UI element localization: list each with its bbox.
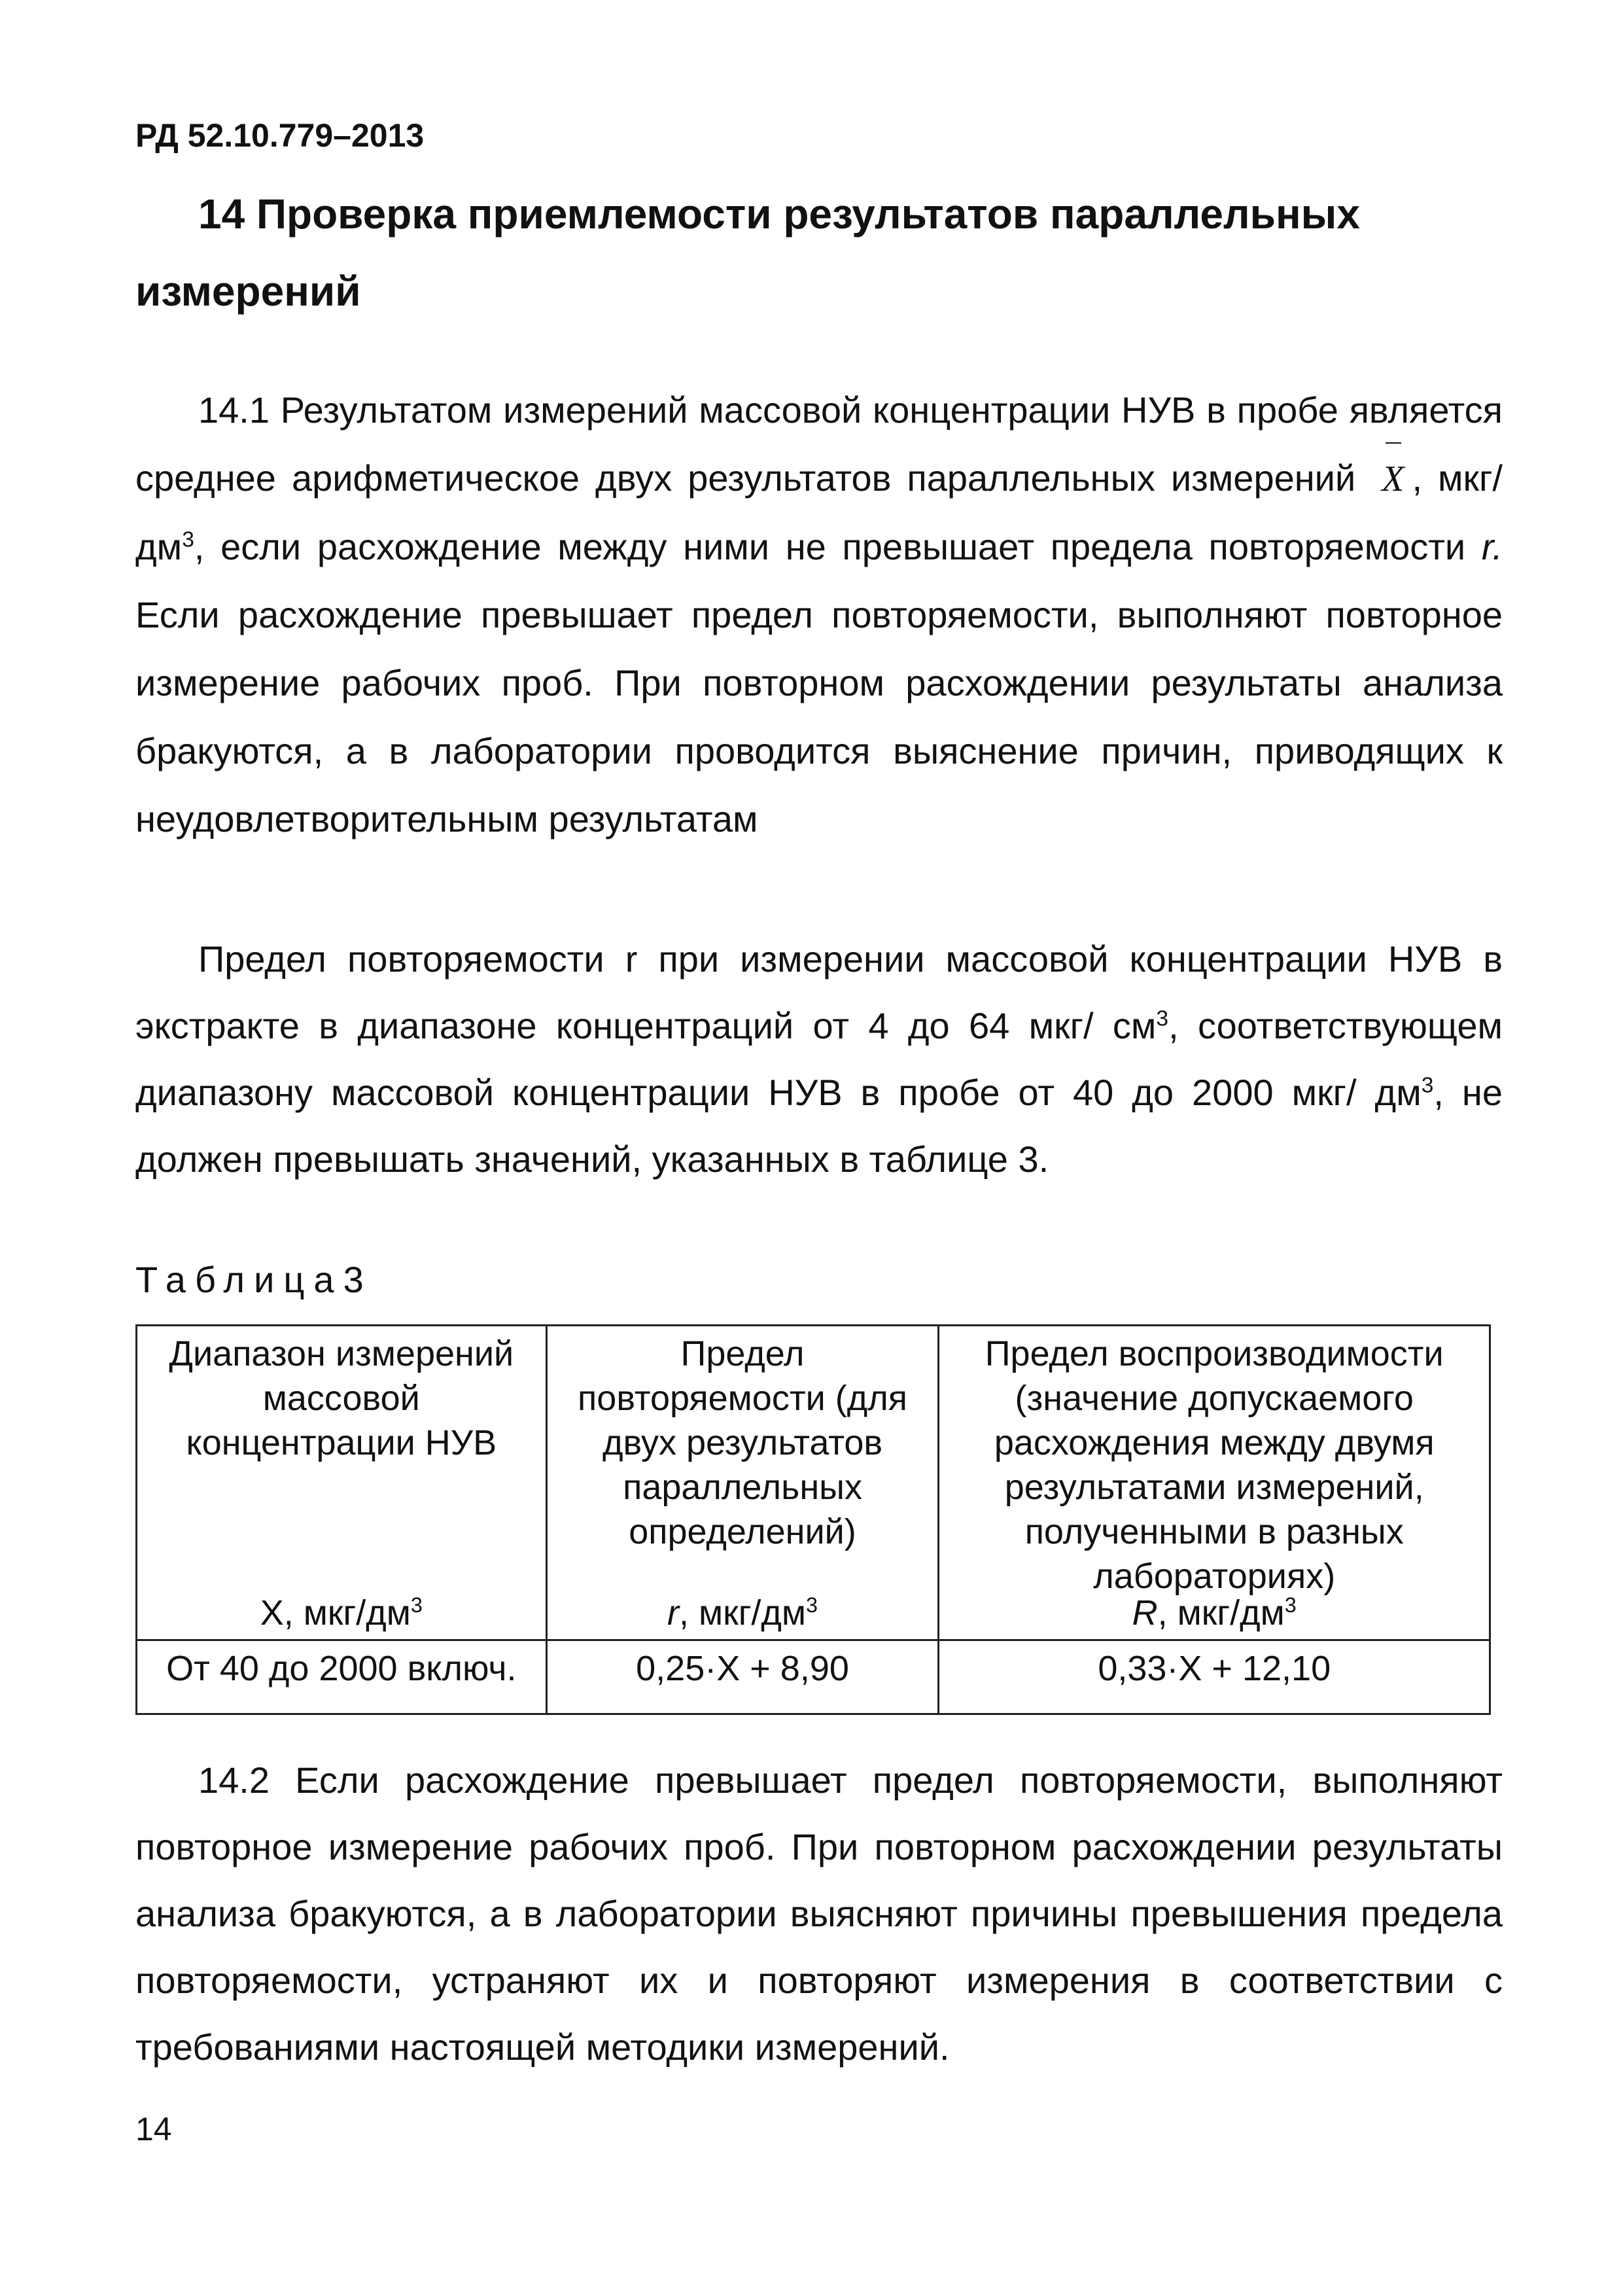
table-header-cell xyxy=(137,1326,547,1640)
table-cell-repeatability: 0,25·X + 8,90 xyxy=(546,1640,939,1714)
table-header-cell xyxy=(546,1326,939,1640)
paragraph-14-2 xyxy=(135,1747,1503,2081)
table-3 xyxy=(135,1324,1491,1715)
p2-text-a: Предел повторяемости r при измерении массовой концентрации НУВ в экстракте в диапазоне концентраций от 4 до 64 мкг/ см xyxy=(135,938,1503,1046)
p3-text: 14.2 Если расхождение превышает предел повторяемости, выполняют повторное измерение рабочих проб. При повторном расхождении результаты анализа бракуются, а в лаборатории выясняют причины превышения предела повторяемости, устраняют их и повторяют измерения в соответствии с требованиями настоящей методики измерений. xyxy=(135,1759,1503,2068)
page-number: 14 xyxy=(135,2111,172,2147)
p1-text-c: , если расхождение между ними не превышает предела повторяемости xyxy=(194,526,1482,567)
header-unit: R, мкг/$дм^3$ xyxy=(1132,1593,1297,1633)
header-text: Предел воспроизводимости (значение допускаемого расхождения между двумя результатами измерений, полученными в разных лабораториях) xyxy=(985,1334,1444,1596)
table-caption: Таблица3 xyxy=(135,1259,373,1300)
section-title-line2: измерений xyxy=(135,268,361,315)
p2-text-c: , не должен превышать значений, указанных в таблице 3. xyxy=(135,1072,1503,1180)
table-cell-reproducibility: 0,33·X + 12,10 xyxy=(939,1640,1490,1714)
document-code: РД 52.10.779–2013 xyxy=(135,117,425,154)
p2-sup-a: 3 xyxy=(1156,1006,1169,1031)
header-text: Предел повторяемости (для двух результатов параллельных определений) xyxy=(578,1334,907,1551)
header-unit: r, мкг/$дм^3$ xyxy=(667,1593,818,1633)
r-symbol: r. xyxy=(1481,526,1503,567)
p1-text-b: , мкг/дм xyxy=(135,457,1503,567)
table-header-cell xyxy=(939,1326,1490,1640)
table-header-row xyxy=(137,1326,1490,1640)
section-heading xyxy=(135,175,1503,330)
paragraph-14-1 xyxy=(135,376,1503,853)
section-title-line1: 14 Проверка приемлемости результатов параллельных xyxy=(198,190,1360,238)
header-unit: X, мкг/$дм^3$ xyxy=(260,1593,423,1633)
p1-text-d: Если расхождение превышает предел повторяемости, выполняют повторное измерение рабочих проб. При повторном расхождении результаты анализа бракуются, а в лаборатории проводится выяснение причин, приводящих к неудовлетворительным результатам xyxy=(135,594,1503,839)
paragraph-repeatability-limit xyxy=(135,926,1503,1193)
header-text: Диапазон измерений массовой концентрации НУВ xyxy=(169,1334,514,1462)
p1-text-a: 14.1 Результатом измерений массовой концентрации НУВ в пробе является среднее арифметическое двух результатов параллельных измерений xyxy=(135,389,1503,499)
p1-sup-b: 3 xyxy=(182,527,194,552)
p2-text-b: , соответствующем диапазону массовой концентрации НУВ в пробе от 40 до 2000 мкг/ дм xyxy=(135,1005,1503,1113)
table-cell-range: От 40 до 2000 включ. xyxy=(137,1640,547,1714)
p2-sup-b: 3 xyxy=(1421,1073,1434,1098)
x-bar-symbol: X xyxy=(1382,445,1404,513)
table-row xyxy=(137,1640,1490,1714)
